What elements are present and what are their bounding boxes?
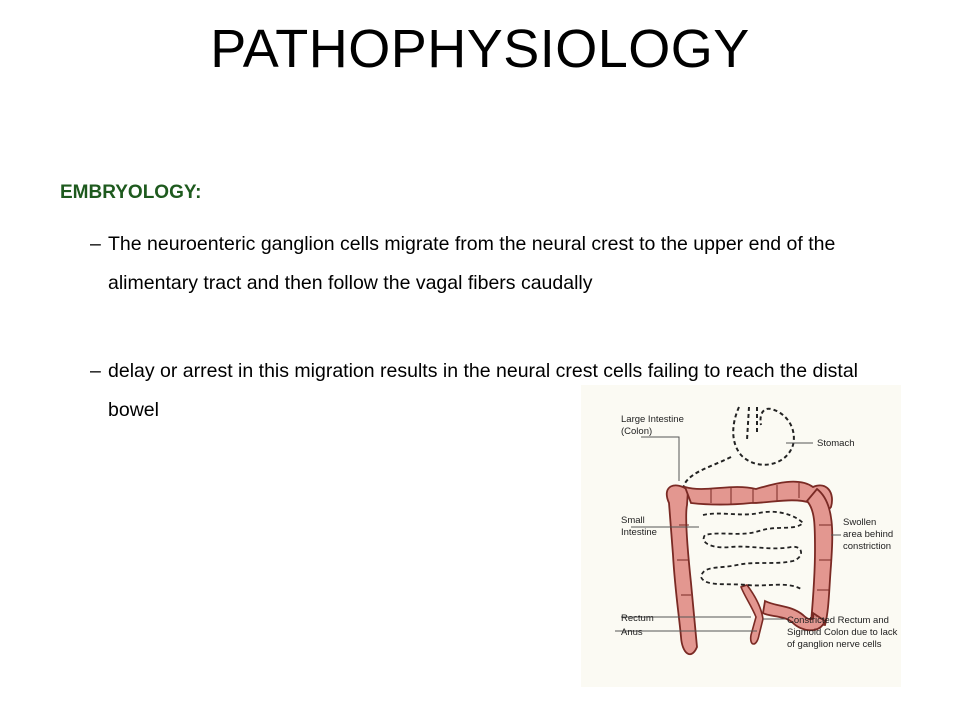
bullet-text: The neuroenteric ganglion cells migrate from the neural crest to the upper end of the alimentary tract and then follow the vagal fibers caudally	[108, 233, 836, 294]
label-rectum: Rectum	[621, 613, 654, 624]
bullet-marker: –	[90, 360, 101, 382]
label-swollen-area: Swollen area behind constriction	[843, 517, 894, 552]
colon-diagram-svg	[581, 385, 901, 687]
slide-title: PATHOPHYSIOLOGY	[210, 19, 750, 79]
section-heading: EMBRYOLOGY:	[60, 182, 202, 203]
label-anus: Anus	[621, 627, 643, 638]
label-stomach: Stomach	[817, 438, 855, 449]
small-intestine-coils	[701, 512, 803, 589]
label-constricted-rectum: Constricted Rectum and Sigmoid Colon due to lack of ganglion nerve cells	[787, 615, 898, 650]
label-small-intestine: Small Intestine	[621, 515, 657, 538]
leader-large-intestine	[641, 437, 679, 481]
stomach-outline	[733, 407, 794, 465]
label-large-intestine: Large Intestine (Colon)	[621, 414, 684, 437]
bullet-text: delay or arrest in this migration results in the neural crest cells failing to reach the distal bowel	[108, 360, 859, 421]
bullet-marker: –	[90, 233, 101, 255]
bullet-item	[90, 225, 908, 303]
colon-diagram	[581, 385, 901, 687]
esophagus-outline	[747, 407, 757, 440]
